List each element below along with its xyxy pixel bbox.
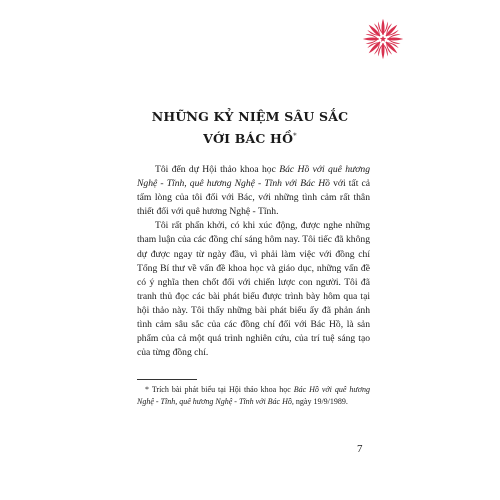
star-flower-ornament-icon	[360, 16, 406, 62]
footnote-italic-title: Bác Hồ với quê hương Nghệ - Tĩnh, quê hương Nghệ - Tĩnh với Bác Hồ	[137, 385, 370, 406]
footnote-divider	[137, 379, 197, 380]
footnote-part-1: * Trích bài phát biểu tại Hội thảo khoa học	[145, 385, 294, 394]
paragraph-1-italic-title: Bác Hồ với quê hương Nghệ - Tĩnh, quê hương Nghệ - Tĩnh với Bác Hồ	[137, 164, 371, 190]
chapter-title-text: VỚI BÁC HỒ	[203, 131, 294, 146]
footnote	[137, 384, 370, 408]
paragraph-2-text: Tôi rất phấn khởi, có khi xúc động, được nghe những tham luận của các đồng chí sáng hôm nay. Tôi tiếc đã không dự được ngay từ ngày đầu, vì phải làm việc với đồng chí Tổng Bí thư về vấn đề khoa học và giáo dục, những vấn đề có ý nghĩa then chốt đối với chiến lược con người. Tôi đã tranh thủ đọc các bài phát biểu được trình bày hôm qua tại hội thảo này. Tôi thấy những bài phát biểu ấy đã phản ánh tình cảm sâu sắc của các đồng chí đối với Bác Hồ, là sản phẩm của cả một quá trình nghiên cứu, của trí tuệ sáng tạo của từng đồng chí.	[137, 220, 370, 359]
body-text	[137, 163, 370, 360]
footnote-marker: *	[293, 131, 297, 140]
chapter-title-line-2	[0, 131, 500, 146]
paragraph-1-part-3: với tất cả tấm lòng của tôi đối với Bác, với những tình cảm rất thân thiết đối với quê hương Nghệ - Tĩnh.	[137, 178, 370, 218]
paragraph	[137, 163, 370, 219]
paragraph-1-part-1: Tôi đến dự Hội thảo khoa học	[155, 164, 280, 175]
chapter-title-line-1: NHỮNG KỶ NIỆM SÂU SẮC	[151, 109, 349, 124]
paragraph	[137, 219, 370, 360]
page-number: 7	[357, 443, 363, 455]
footnote-part-3: , ngày 19/9/1989.	[291, 397, 348, 406]
